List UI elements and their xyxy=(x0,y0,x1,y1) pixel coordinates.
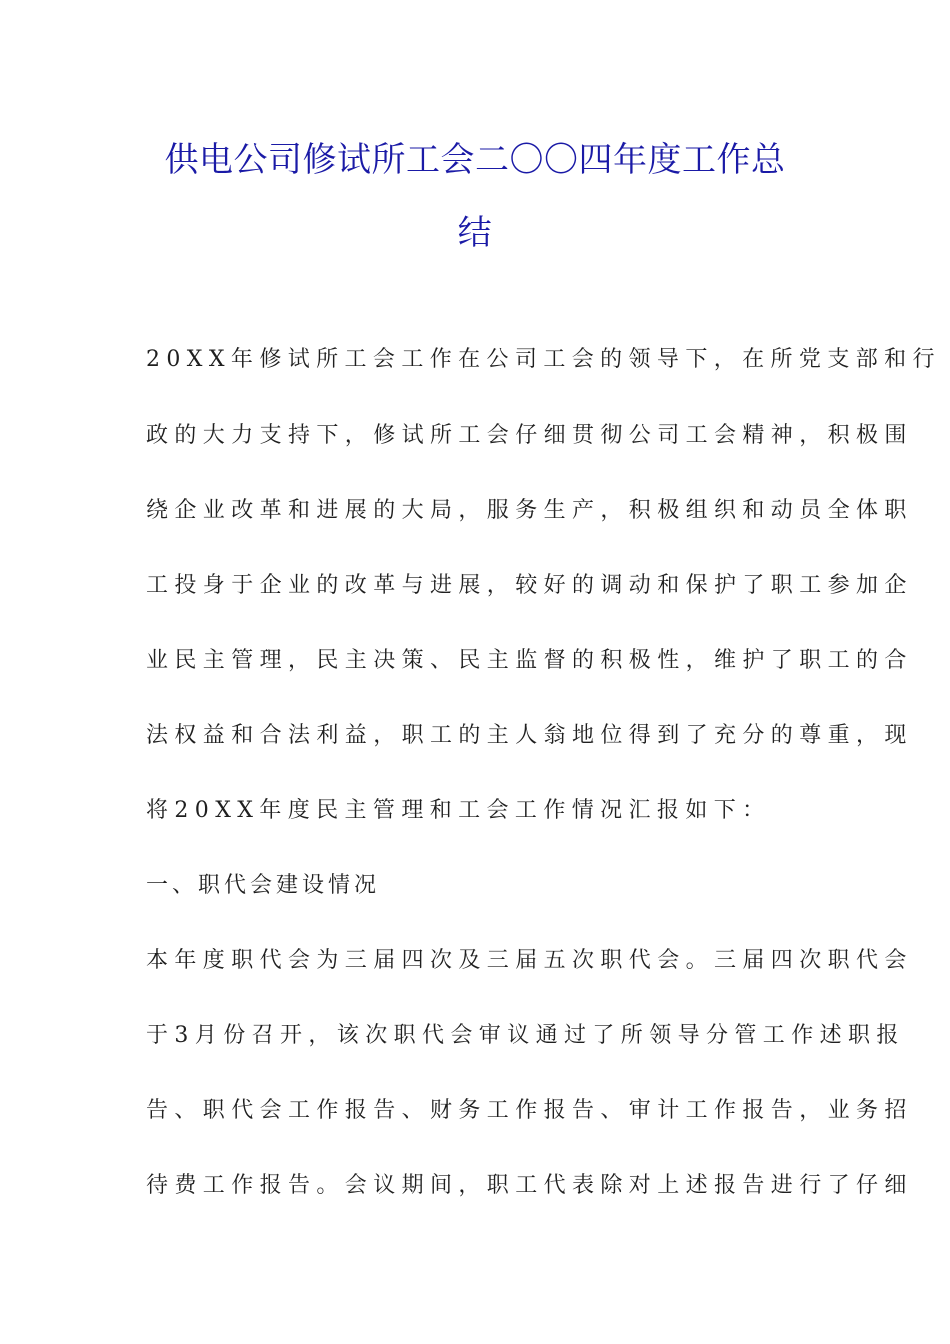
paragraph-line: 政的大力支持下，修试所工会仔细贯彻公司工会精神，积极围 xyxy=(146,423,913,448)
document-title-line-2: 结 xyxy=(457,213,493,253)
paragraph-line: 20XX年修试所工会工作在公司工会的领导下，在所党支部和行 xyxy=(146,347,941,372)
paragraph-line: 告、职代会工作报告、财务工作报告、审计工作报告，业务招 xyxy=(146,1098,913,1123)
paragraph-line: 本年度职代会为三届四次及三届五次职代会。三届四次职代会 xyxy=(146,948,913,973)
paragraph-line: 工投身于企业的改革与进展，较好的调动和保护了职工参加企 xyxy=(146,573,913,598)
paragraph-line: 绕企业改革和进展的大局，服务生产，积极组织和动员全体职 xyxy=(146,498,913,523)
paragraph-line: 将20XX年度民主管理和工会工作情况汇报如下： xyxy=(146,798,771,823)
paragraph-line: 待费工作报告。会议期间，职工代表除对上述报告进行了仔细 xyxy=(146,1173,913,1198)
paragraph-line: 法权益和合法利益，职工的主人翁地位得到了充分的尊重，现 xyxy=(146,723,913,748)
section-heading: 一、职代会建设情况 xyxy=(146,873,381,898)
paragraph-line: 业民主管理，民主决策、民主监督的积极性，维护了职工的合 xyxy=(146,648,913,673)
document-title-line-1: 供电公司修试所工会二〇〇四年度工作总 xyxy=(164,140,786,180)
paragraph-line: 于3月份召开，该次职代会审议通过了所领导分管工作述职报 xyxy=(146,1023,905,1048)
